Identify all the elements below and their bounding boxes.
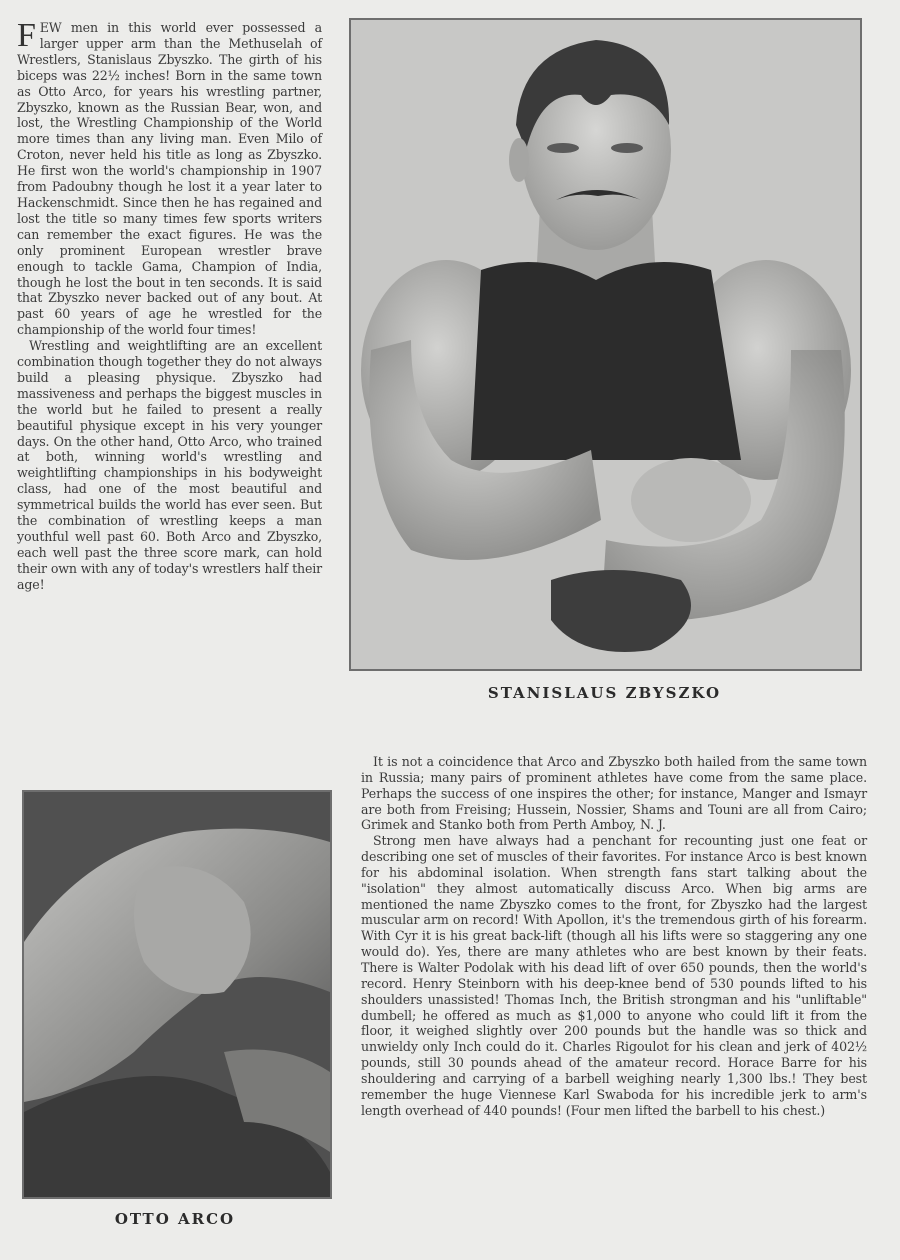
caption-arco: OTTO ARCO	[114, 1210, 236, 1228]
paragraph-intro: FEW men in this world ever possessed a larger upper arm than the Methuselah of Wrestlers, Stanislaus Zbyszko. The girth of his biceps was 22½ inches! Born in the same town as Otto Arco, for years his wrestling partner, Zbyszko, known as the Russian Bear, won, and lost, the Wrestling Championship of the World more times than any living man. Even Milo of Croton, never held his title as long as Zbyszko. He first won the world's championship in 1907 from Padoubny though he lost it a year later to Hackenschmidt. Since then he has regained and lost the title so many times few sports writers can remember the exact figures. He was the only prominent European wrestler brave enough to tackle Gama, Champion of India, though he lost the bout in ten seconds. It is said that Zbyszko never backed out of any bout. At past 60 years of age he wrestled for the championship of the world four times!	[17, 17, 322, 338]
photo-zbyszko	[349, 18, 862, 671]
caption-zbyszko: STANISLAUS ZBYSZKO	[487, 684, 722, 702]
paragraph-wrestling-weightlifting: Wrestling and weightlifting are an excellent combination though together they do not always build a pleasing physique. Zbyszko had massiveness and perhaps the biggest muscles in the world but he failed to present a really beautiful physique except in his very younger days. On the other hand, Otto Arco, who trained at both, winning world's wrestling and weightlifting championships in his bodyweight class, had one of the most beautiful and symmetrical builds the world has ever seen. But the combination of wrestling keeps a man youthful well past 60. Both Arco and Zbyszko, each well past the three score mark, can hold their own with any of today's wrestlers half their age!	[17, 338, 322, 592]
drop-cap: F	[17, 17, 36, 54]
paragraph-same-town: It is not a coincidence that Arco and Zbyszko both hailed from the same town in Russia; many pairs of prominent athletes have come from the same place. Perhaps the success of one inspires the other; for instance, Manger and Ismayr are both from Freising; Hussein, Nossier, Shams and Touni are all from Cairo; Grimek and Stanko both from Perth Amboy, N. J.	[361, 754, 867, 833]
flexed-arm-image	[24, 792, 330, 1197]
left-text-column	[17, 17, 322, 593]
right-text-column	[361, 754, 867, 1118]
photo-arco	[22, 790, 332, 1199]
wrestler-portrait-image	[351, 20, 860, 669]
paragraph-famous-feats: Strong men have always had a penchant for recounting just one feat or describing one set of muscles of their favorites. For instance Arco is best known for his abdominal isolation. When strength fans start talking about the "isolation" they almost automatically discuss Arco. When big arms are mentioned the name Zbyszko comes to the front, for Zbyszko had the largest muscular arm on record! With Apollon, it's the tremendous girth of his forearm. With Cyr it is his great back-lift (though all his lifts were so staggering any one would do). Yes, there are many athletes who are best known by their feats. There is Walter Podolak with his dead lift of over 650 pounds, then the world's record. Henry Steinborn with his deep-knee bend of 530 pounds lifted to his shoulders unassisted! Thomas Inch, the British strongman and his "unliftable" dumbell; he offered as much as $1,000 to anyone who could lift it from the floor, it weighed slightly over 200 pounds but the handle was so thick and unwieldy only Inch could do it. Charles Rigoulot for his clean and jerk of 402½ pounds, still 30 pounds ahead of the amateur record. Horace Barre for his shouldering and carrying of a barbell weighing nearly 1,300 lbs.! They best remember the huge Viennese Karl Swaboda for his incredible jerk to arm's length overhead of 440 pounds! (Four men lifted the barbell to his chest.)	[361, 833, 867, 1118]
